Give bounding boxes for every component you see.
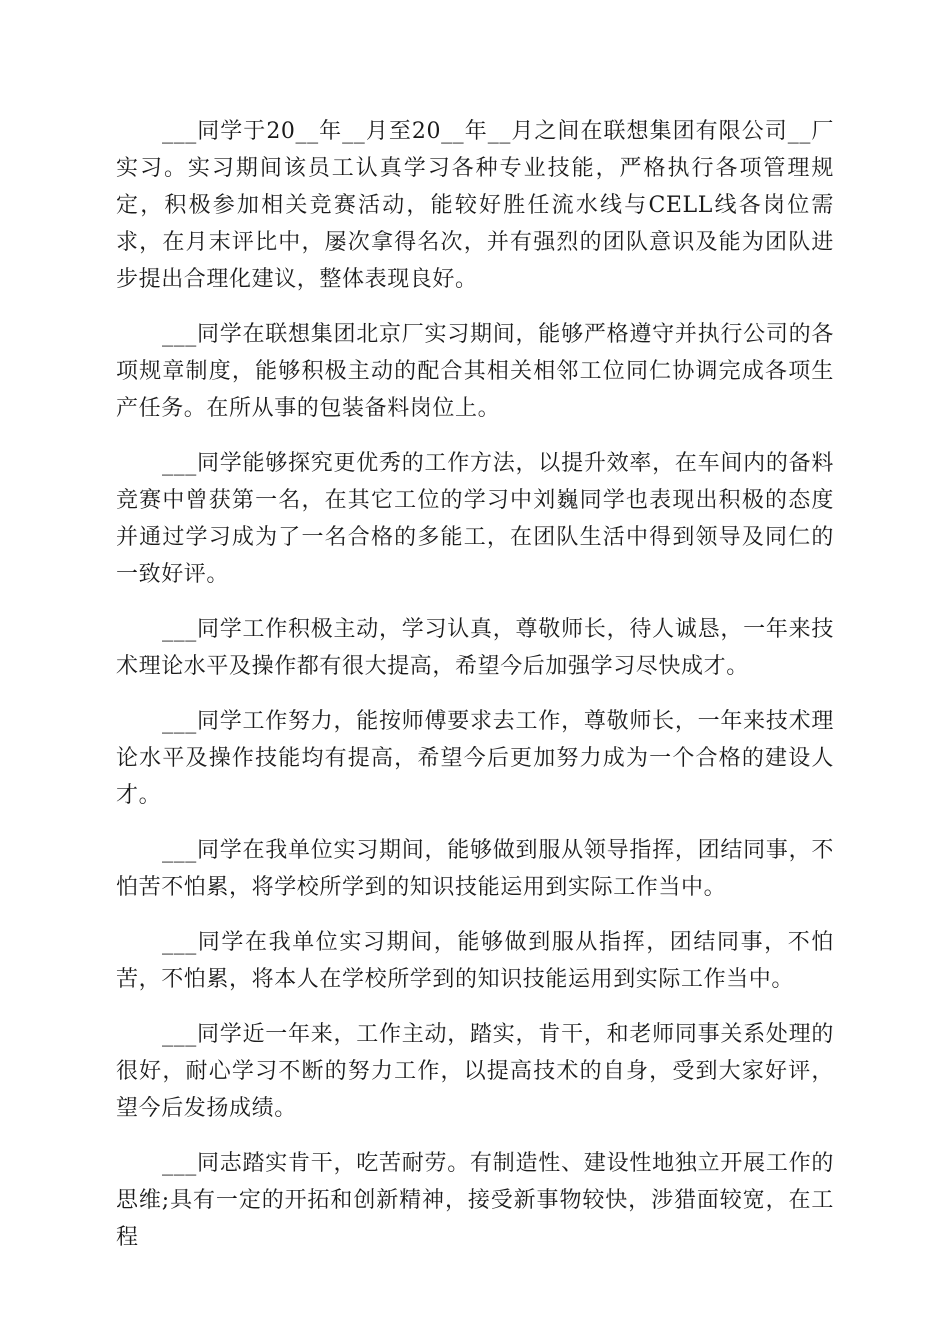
paragraph-2: ___同学在联想集团北京厂实习期间，能够严格遵守并执行公司的各项规章制度，能够积极主动的配合其相关相邻工位同仁协调完成各项生产任务。在所从事的包装备料岗位上。 bbox=[116, 322, 834, 421]
paragraph-5: ___同学工作努力，能按师傅要求去工作，尊敬师长，一年来技术理论水平及操作技能均有提高，希望今后更加努力成为一个合格的建设人才。 bbox=[116, 709, 834, 808]
paragraph-3: ___同学能够探究更优秀的工作方法，以提升效率，在车间内的备料竞赛中曾获第一名，在其它工位的学习中刘巍同学也表现出积极的态度并通过学习成为了一名合格的多能工，在团队生活中得到领导及同仁的一致好评。 bbox=[116, 451, 834, 587]
paragraph-8: ___同学近一年来，工作主动，踏实，肯干，和老师同事关系处理的很好，耐心学习不断的努力工作，以提高技术的自身，受到大家好评，望今后发扬成绩。 bbox=[116, 1022, 834, 1121]
document-body bbox=[116, 113, 834, 1274]
paragraph-1: ___同学于20__年__月至20__年__月之间在联想集团有限公司__厂实习。实习期间该员工认真学习各种专业技能，严格执行各项管理规定，积极参加相关竞赛活动，能较好胜任流水线与CELL线各岗位需求，在月末评比中，屡次拿得名次，并有强烈的团队意识及能为团队进步提出合理化建议，整体表现良好。 bbox=[116, 119, 834, 292]
paragraph-7: ___同学在我单位实习期间，能够做到服从指挥，团结同事，不怕苦，不怕累，将本人在学校所学到的知识技能运用到实际工作当中。 bbox=[116, 930, 834, 992]
paragraph-6: ___同学在我单位实习期间，能够做到服从领导指挥，团结同事，不怕苦不怕累，将学校所学到的知识技能运用到实际工作当中。 bbox=[116, 838, 834, 900]
paragraph-4: ___同学工作积极主动，学习认真，尊敬师长，待人诚恳，一年来技术理论水平及操作都有很大提高，希望今后加强学习尽快成才。 bbox=[116, 617, 834, 679]
paragraph-9: ___同志踏实肯干，吃苦耐劳。有制造性、建设性地独立开展工作的思维;具有一定的开拓和创新精神，接受新事物较快，涉猎面较宽，在工程 bbox=[116, 1151, 834, 1250]
